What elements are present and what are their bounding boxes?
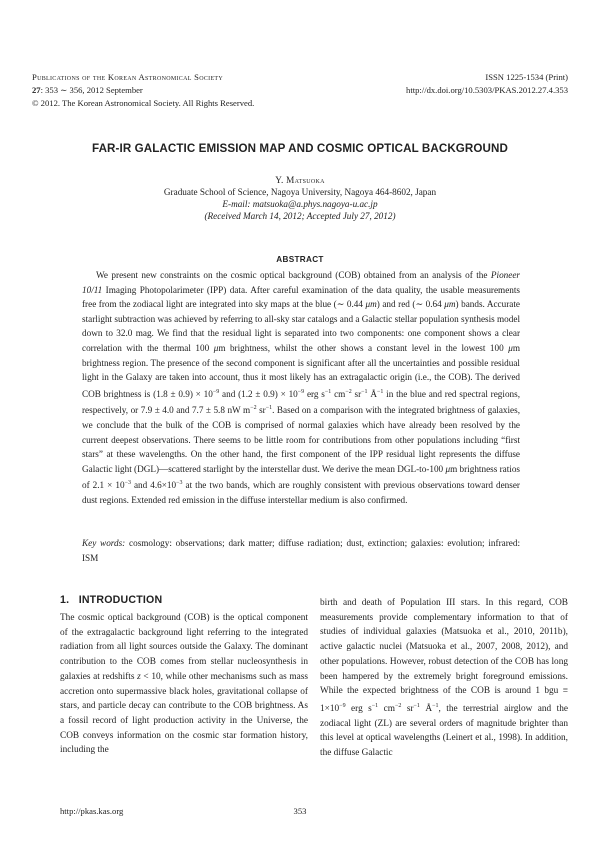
keywords-text: cosmology: observations; dark matter; diffuse radiation; dust, extinction; galaxies: evolution; infrared: ISM bbox=[82, 538, 520, 563]
section-heading bbox=[60, 594, 162, 606]
intro-column-left: The cosmic optical background (COB) is the optical component of the extragalactic background light referring to the integrated radiation from all light sources outside the Galaxy. The dominant contribution to the COB comes from stellar nucleosynthesis in galaxies at redshifts z < 10, while other mechanisms such as mass accretion onto supermassive black holes, gravitational collapse of stars, and particle decay can contribute to the COB brightness. As a fossil record of light production activity in the Universe, the COB conveys information on the cosmic star formation history, including the bbox=[60, 613, 308, 756]
keywords bbox=[82, 536, 520, 565]
section-number: 1. bbox=[60, 594, 70, 606]
received-dates: (Received March 14, 2012; Accepted July 27, 2012) bbox=[204, 211, 396, 221]
keywords-label: Key words: bbox=[82, 538, 126, 548]
volume-pages: : 353 ∼ 356, 2012 September bbox=[40, 85, 143, 95]
journal-header bbox=[32, 71, 254, 110]
author: Y. Matsuoka bbox=[275, 175, 325, 185]
section-title: INTRODUCTION bbox=[78, 594, 163, 606]
email[interactable]: E-mail: matsuoka@a.phys.nagoya-u.ac.jp bbox=[222, 199, 378, 209]
abstract-body: We present new constraints on the cosmic optical background (COB) obtained from an analysis of the Pioneer 10/11 Imaging Photopolarimeter (IPP) data. After careful examination of the data quality, the usable measurements free from the zodiacal light are integrated into sky maps at the blue (∼ 0.44 μm) and red (∼ 0.64 μm) bands. Accurate starlight subtraction was achieved by referring to all-sky star catalogs and a Galactic stellar population synthesis model down to 32.0 mag. We find that the residual light is separated into two components: one component shows a clear correlation with the thermal 100 μm brightness, whilst the other shows a constant level in the lowest 100 μm brightness region. The presence of the second component is significant after all the uncertainties and possible residual light in the Galaxy are taken into account, thus it most likely has an extragalactic origin (i.e., the COB). The derived COB brightness is $(1.8 \pm 0.9) \times 10^{-9}$ and $(1.2 \pm 0.9) \times 10^{-9}$ erg $s^{-1}$ $cm^{-2}$ $sr^{-1}$ $Å^{-1}$ in the blue and red spectral regions, respectively, or 7.9 ± 4.0 and 7.7 ± 5.8 nW $m^{-2}$ $sr^{-1}$. Based on a comparison with the integrated brightness of galaxies, we conclude that the bulk of the COB is comprised of normal galaxies which have already been resolved by the current deepest observations. There seems to be little room for contributions from other populations including “first stars” at these wavelengths. On the other hand, the first component of the IPP residual light represents the diffuse Galactic light (DGL)—scattered starlight by the interstellar dust. We derive the mean DGL-to-100 μm brightness ratios of $2.1 \times 10^{-3}$ and $4.6\times 10^{-3}$ at the two bands, which are roughly consistent with previous observations toward denser dust regions. Extended red emission in the diffuse interstellar medium is also confirmed. bbox=[82, 270, 521, 506]
volume-number: 27 bbox=[32, 85, 41, 95]
abstract-heading: ABSTRACT bbox=[276, 255, 324, 264]
issn-block bbox=[406, 71, 568, 97]
copyright: © 2012. The Korean Astronomical Society. All Rights Reserved. bbox=[32, 98, 255, 108]
doi-link[interactable]: http://dx.doi.org/10.5303/PKAS.2012.27.4.353 bbox=[406, 85, 568, 95]
footer-url[interactable]: http://pkas.kas.org bbox=[60, 806, 124, 816]
issn: ISSN 1225-1534 (Print) bbox=[485, 72, 568, 82]
page-number: 353 bbox=[293, 806, 307, 816]
volume-line bbox=[32, 84, 254, 97]
journal-name: Publications of the Korean Astronomical Society bbox=[32, 72, 224, 82]
affiliation: Graduate School of Science, Nagoya University, Nagoya 464-8602, Japan bbox=[163, 187, 437, 197]
intro-column-right: birth and death of Population III stars. In this regard, COB measurements provide complementary information to that of studies of individual galaxies (Matsuoka et al., 2010, 2011b), active galactic nuclei (Matsuoka et al., 2007, 2008, 2012), and other populations. However, robust detection of the COB has long been hampered by the extremely bright foreground emissions. While the expected brightness of the COB is around 1 bgu ≡ $1\times 10^{-9}$ erg $s^{-1}$ $cm^{-2}$ $sr^{-1}$ $Å^{-1}$, the terrestrial airglow and the zodiacal light (ZL) are several orders of magnitude brighter than this level at optical wavelengths (Leinert et al., 1998). In addition, the diffuse Galactic bbox=[320, 598, 568, 759]
paper-title: FAR-IR GALACTIC EMISSION MAP AND COSMIC OPTICAL BACKGROUND bbox=[92, 142, 508, 155]
